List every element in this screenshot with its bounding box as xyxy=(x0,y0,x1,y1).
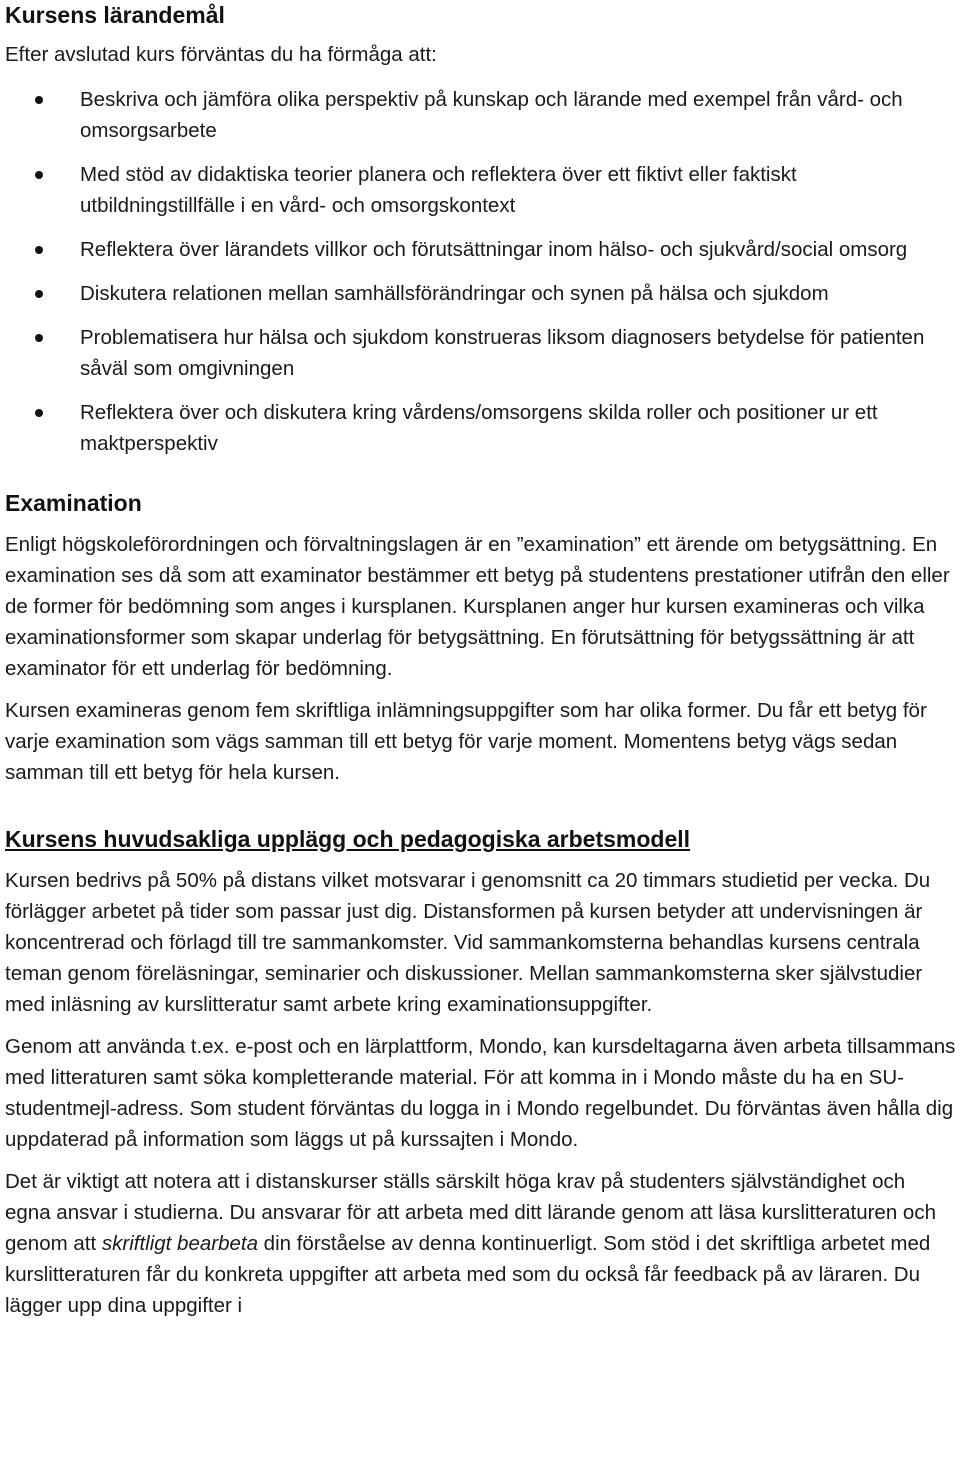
paragraph-text: Det är viktigt att notera att i distanskurser ställs särskilt höga krav på studenters självständighet och egna ansvar i studierna. Du ansvarar för att arbeta med ditt lärande genom att läsa kurslitteraturen och genom att xyxy=(5,1170,936,1255)
list-item-text: Reflektera över och diskutera kring vårdens/omsorgens skilda roller och positioner ur ett maktperspektiv xyxy=(80,401,878,455)
learning-goals-heading: Kursens lärandemål xyxy=(5,2,225,28)
bullet-icon xyxy=(35,171,43,179)
list-item xyxy=(5,322,956,384)
pedagogy-paragraph: Genom att använda t.ex. e-post och en lärplattform, Mondo, kan kursdeltagarna även arbeta tillsammans med litteraturen samt söka kompletterande material. För att komma in i Mondo måste du ha en SU-studentmejl-adress. Som student förväntas du logga in i Mondo regelbundet. Du förväntas även hålla dig uppdaterad på information som läggs ut på kurssajten i Mondo. xyxy=(5,1035,956,1151)
emphasized-text: skriftligt bearbeta xyxy=(101,1232,258,1255)
bullet-icon xyxy=(35,96,43,104)
examination-heading: Examination xyxy=(5,490,142,516)
examination-paragraph: Kursen examineras genom fem skriftliga inlämningsuppgifter som har olika former. Du får ett betyg för varje examination som vägs samman till ett betyg för varje moment. Momentens betyg vägs sedan samman till ett betyg för hela kursen. xyxy=(5,699,927,784)
paragraph-text: din förståelse av denna kontinuerligt. Som stöd i det skriftliga arbetet med kurslitteraturen får du konkreta uppgifter att arbeta med som du också får feedback på av läraren. Du lägger upp dina uppgifter i xyxy=(5,1232,931,1317)
pedagogy-heading: Kursens huvudsakliga upplägg och pedagogiska arbetsmodell xyxy=(5,826,691,852)
bullet-icon xyxy=(35,290,43,298)
list-item-text: Beskriva och jämföra olika perspektiv på kunskap och lärande med exempel från vård- och omsorgsarbete xyxy=(80,88,903,142)
list-item xyxy=(5,278,956,309)
bullet-icon xyxy=(35,334,43,342)
list-item xyxy=(5,397,956,459)
list-item-text: Diskutera relationen mellan samhällsförändringar och synen på hälsa och sjukdom xyxy=(80,282,829,305)
list-item xyxy=(5,159,956,221)
list-item xyxy=(5,84,956,146)
list-item-text: Med stöd av didaktiska teorier planera och reflektera över ett fiktivt eller faktiskt utbildningstillfälle i en vård- och omsorgskontext xyxy=(80,163,797,217)
examination-paragraph: Enligt högskoleförordningen och förvaltningslagen är en ”examination” ett ärende om betygsättning. En examination ses då som att examinator bestämmer ett betyg på studentens prestationer utifrån den eller de former för bedömning som anges i kursplanen. Kursplanen anger hur kursen examineras och vilka examinationsformer som skapar underlag för betygsättning. En förutsättning för betygssättning är att examinator för ett underlag för bedömning. xyxy=(5,533,950,680)
pedagogy-paragraph: Kursen bedrivs på 50% på distans vilket motsvarar i genomsnitt ca 20 timmars studietid per vecka. Du förlägger arbetet på tider som passar just dig. Distansformen på kursen betyder att undervisningen är koncentrerad och förlagd till tre sammankomster. Vid sammankomsterna behandlas kursens centrala teman genom föreläsningar, seminarier och diskussioner. Mellan sammankomsterna sker självstudier med inläsning av kurslitteratur samt arbete kring examinationsuppgifter. xyxy=(5,869,931,1016)
list-item-text: Problematisera hur hälsa och sjukdom konstrueras liksom diagnosers betydelse för patienten såväl som omgivningen xyxy=(80,326,925,380)
list-item xyxy=(5,234,956,265)
bullet-icon xyxy=(35,409,43,417)
pedagogy-paragraph xyxy=(5,1166,956,1321)
learning-goals-intro: Efter avslutad kurs förväntas du ha förmåga att: xyxy=(5,43,437,66)
list-item-text: Reflektera över lärandets villkor och förutsättningar inom hälso- och sjukvård/social omsorg xyxy=(80,238,908,261)
learning-goals-list xyxy=(5,84,956,459)
bullet-icon xyxy=(35,246,43,254)
